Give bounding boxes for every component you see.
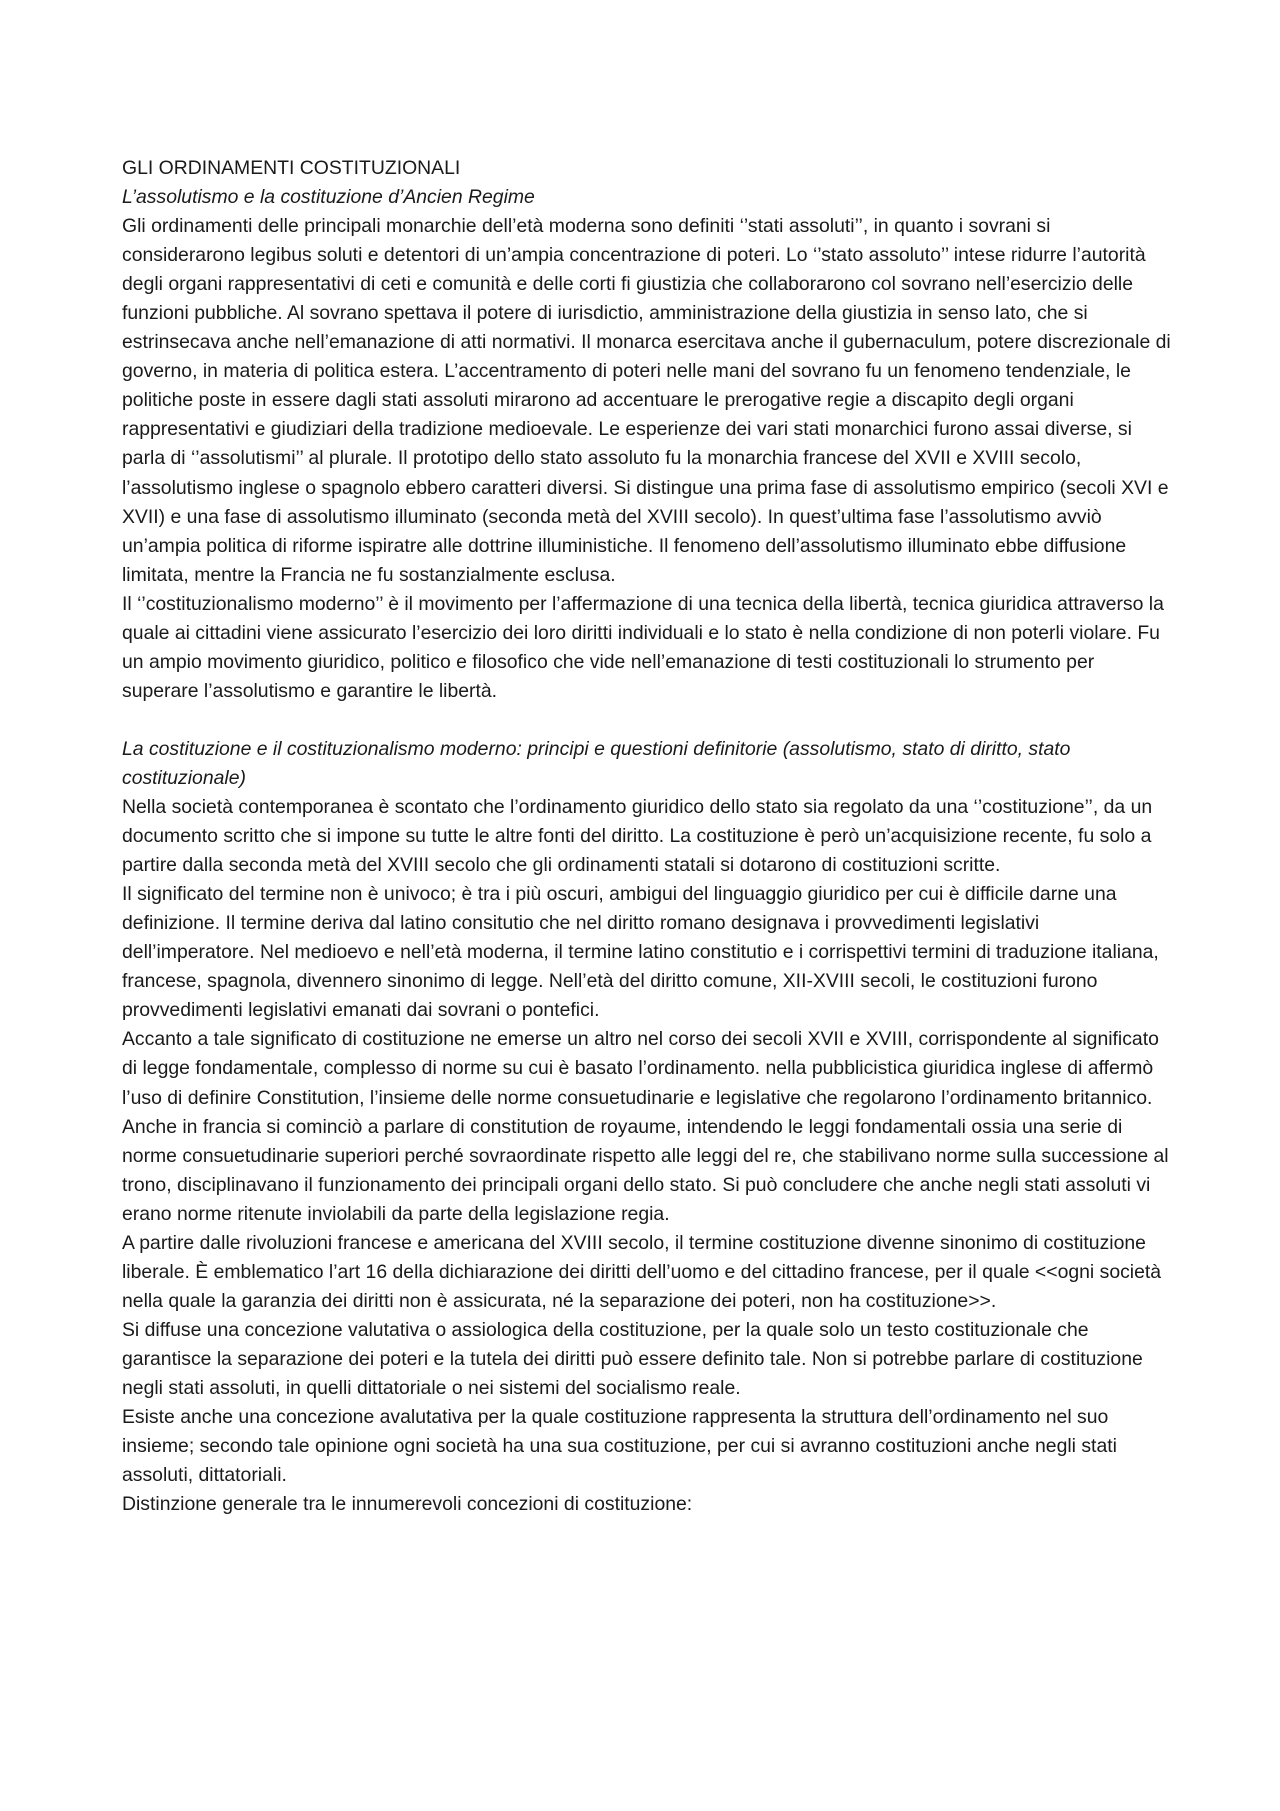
paragraph: Si diffuse una concezione valutativa o assiologica della costituzione, per la quale solo un testo costituzionale che garantisce la separazione dei poteri e la tutela dei diritti può essere definito tale. Non si potrebbe parlare di costituzione negli stati assoluti, in quelli dittatoriale o nei sistemi del socialismo reale.: [122, 1318, 1143, 1399]
blank-line: [122, 706, 1172, 735]
paragraph: Esiste anche una concezione avalutativa per la quale costituzione rappresenta la struttura dell’ordinamento nel suo insieme; secondo tale opinione ogni società ha una sua costituzione, per cui si avranno costituzioni anche negli stati assoluti, dittatoriali.: [122, 1406, 1117, 1487]
paragraph: Il ‘’costituzionalismo moderno’’ è il movimento per l’affermazione di una tecnica della libertà, tecnica giuridica attraverso la quale ai cittadini viene assicurato l’esercizio dei loro diritti individuali e lo stato è nella condizione di non poterli violare. Fu un ampio movimento giuridico, politico e filosofico che vide nell’emanazione di testi costituzionali lo strumento per superare l’assolutismo e garantire le libertà.: [122, 592, 1164, 702]
paragraph: Nella società contemporanea è scontato che l’ordinamento giuridico dello stato sia regolato da una ‘’costituzione’’, da un documento scritto che si impone su tutte le altre fonti del diritto. La costituzione è però un’acquisizione recente, fu solo a partire dalla seconda metà del XVIII secolo che gli ordinamenti statali si dotarono di costituzioni scritte.: [122, 796, 1153, 877]
document-body: [122, 154, 1172, 1519]
paragraph: Gli ordinamenti delle principali monarchie dell’età moderna sono definiti ‘’stati assoluti’’, in quanto i sovrani si considerarono legibus soluti e detentori di un’ampia concentrazione di poteri. Lo ‘’stato assoluto’’ intese ridurre l’autorità degli organi rappresentativi di ceti e comunità e delle corti fi giustizia che collaborarono col sovrano nell’esercizio delle funzioni pubbliche. Al sovrano spettava il potere di iurisdictio, amministrazione della giustizia in senso lato, che si estrinsecava anche nell’emanazione di atti normativi. Il monarca esercitava anche il gubernaculum, potere discrezionale di governo, in materia di politica estera. L’accentramento di poteri nelle mani del sovrano fu un fenomeno tendenziale, le politiche poste in essere dagli stati assoluti mirarono ad accentuare le prerogative regie a discapito degli organi rappresentativi e giudiziari della tradizione medioevale. Le esperienze dei vari stati monarchici furono assai diverse, si parla di ‘’assolutismi’’ al plurale. Il prototipo dello stato assoluto fu la monarchia francese del XVII e XVIII secolo, l’assolutismo inglese o spagnolo ebbero caratteri diversi. Si distingue una prima fase di assolutismo empirico (secoli XVI e XVII) e una fase di assolutismo illuminato (seconda metà del XVIII secolo). In quest’ultima fase l’assolutismo avviò un’ampia politica di riforme ispiratre alle dottrine illuministiche. Il fenomeno dell’assolutismo illuminato ebbe diffusione limitata, mentre la Francia ne fu sostanzialmente esclusa.: [122, 215, 1171, 586]
paragraph: Distinzione generale tra le innumerevoli concezioni di costituzione:: [122, 1493, 693, 1516]
paragraph: Il significato del termine non è univoco; è tra i più oscuri, ambigui del linguaggio giuridico per cui è difficile darne una definizione. Il termine deriva dal latino consitutio che nel diritto romano designava i provvedimenti legislativi dell’imperatore. Nel medioevo e nell’età moderna, il termine latino constitutio e i corrispettivi termini di traduzione italiana, francese, spagnola, divennero sinonimo di legge. Nell’età del diritto comune, XII-XVIII secoli, le costituzioni furono provvedimenti legislativi emanati dai sovrani o pontefici.: [122, 883, 1159, 1022]
paragraph: A partire dalle rivoluzioni francese e americana del XVIII secolo, il termine costituzione divenne sinonimo di costituzione liberale. È emblematico l’art 16 della dichiarazione dei diritti dell’uomo e del cittadino francese, per il quale <<ogni società nella quale la garanzia dei diritti non è assicurata, né la separazione dei poteri, non ha costituzione>>.: [122, 1231, 1162, 1312]
paragraph: Anche in francia si cominciò a parlare di constitution de royaume, intendendo le leggi fondamentali ossia una serie di norme consuetudinarie superiori perché sovraordinate rispetto alle leggi del re, che stabilivano norme sulla successione al trono, disciplinavano il funzionamento dei principali organi dello stato. Si può concludere che anche negli stati assoluti vi erano norme ritenute inviolabili da parte della legislazione regia.: [122, 1115, 1169, 1225]
section-heading-costituzione: La costituzione e il costituzionalismo moderno: principi e questioni definitorie (assolutismo, stato di diritto, stato costituzionale): [122, 737, 1071, 789]
section-heading-assolutismo: L’assolutismo e la costituzione d’Ancien Regime: [122, 186, 535, 209]
paragraph: Accanto a tale significato di costituzione ne emerse un altro nel corso dei secoli XVII e XVIII, corrispondente al significato di legge fondamentale, complesso di norme su cui è basato l’ordinamento. nella pubblicistica giuridica inglese di affermò l’uso di definire Constitution, l’insieme delle norme consuetudinarie e legislative che regolarono l’ordinamento britannico.: [122, 1028, 1159, 1109]
document-title: GLI ORDINAMENTI COSTITUZIONALI: [122, 157, 461, 179]
